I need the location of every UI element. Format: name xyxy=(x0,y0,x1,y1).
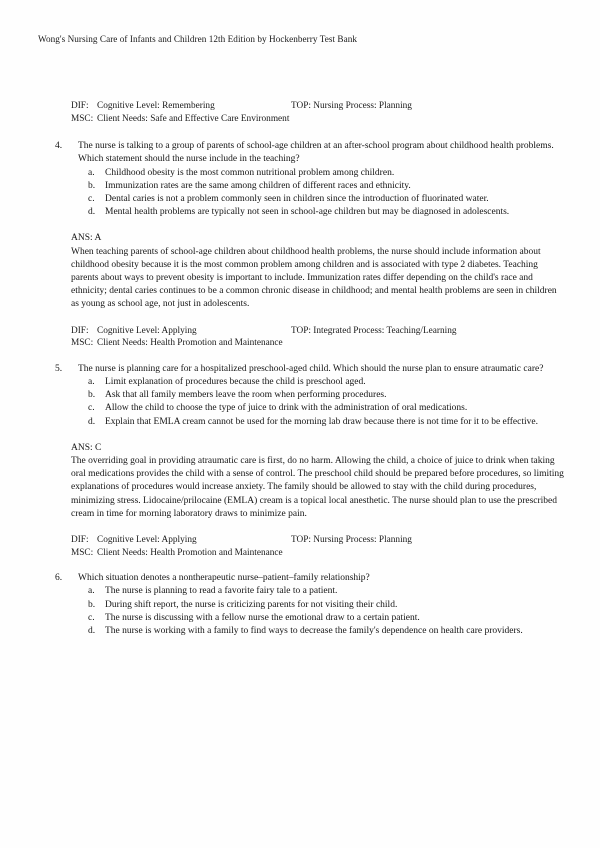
meta-label-msc: MSC: xyxy=(71,113,94,124)
question-block-6 xyxy=(0,572,600,638)
meta-value-dif-5: Cognitive Level: Applying xyxy=(97,535,197,546)
meta-value-msc: Client Needs: Safe and Effective Care Environment xyxy=(97,113,290,124)
option-text-5-a: Limit explanation of procedures because the child is preschool aged. xyxy=(105,377,366,388)
option-text-6-a: The nurse is planning to read a favorite fairy tale to a patient. xyxy=(105,586,338,597)
option-6-b[interactable] xyxy=(0,599,600,612)
option-4-a[interactable] xyxy=(0,167,600,180)
option-letter-6-a: a. xyxy=(88,586,95,597)
option-6-a[interactable] xyxy=(0,585,600,598)
question-number-6: 6. xyxy=(55,573,63,584)
meta-label-msc-4: MSC: xyxy=(71,338,94,349)
option-letter-5-b: b. xyxy=(88,390,96,401)
meta-label-msc-5: MSC: xyxy=(71,547,94,558)
meta-label-dif: DIF: xyxy=(71,101,89,111)
answer-line-5: ANS: C xyxy=(71,442,102,453)
meta-label-dif-5: DIF: xyxy=(71,535,89,546)
question-stem-wrapper-5 xyxy=(0,363,600,376)
option-6-d[interactable] xyxy=(0,625,600,638)
option-text-5-b: Ask that all family members leave the room when performing procedures. xyxy=(105,390,387,401)
question-stem-wrapper-4 xyxy=(0,140,600,166)
meta-value-msc-5: Client Needs: Health Promotion and Maintenance xyxy=(97,547,283,558)
option-text-5-c: Allow the child to choose the type of juice to drink with the administration of oral medications. xyxy=(105,403,468,414)
option-text-4-d: Mental health problems are typically not seen in school-age children but may be diagnosed in adolescents. xyxy=(105,207,510,218)
question-stem-4: The nurse is talking to a group of parents of school-age children at an after-school program about childhood health problems. Which statement should the nurse include in the teaching? xyxy=(78,141,554,165)
option-letter-6-c: c. xyxy=(88,612,95,623)
option-5-a[interactable] xyxy=(0,376,600,389)
meta-value-dif: Cognitive Level: Remembering xyxy=(97,101,215,111)
option-letter-6-b: b. xyxy=(88,599,96,610)
meta-value-dif-4: Cognitive Level: Applying xyxy=(97,325,197,336)
option-text-5-d: Explain that EMLA cream cannot be used for the morning lab draw because there is not time for it to be effective. xyxy=(105,416,538,427)
question-stem-wrapper-6 xyxy=(0,572,600,585)
answer-line-4: ANS: A xyxy=(71,233,102,244)
option-4-b[interactable] xyxy=(0,180,600,193)
meta-block-4 xyxy=(0,325,600,350)
option-5-d[interactable] xyxy=(0,416,600,429)
meta-value-top-4: TOP: Integrated Process: Teaching/Learning xyxy=(291,325,457,336)
option-text-4-b: Immunization rates are the same among children of different races and ethnicity. xyxy=(105,180,411,191)
meta-line-msc-top xyxy=(0,113,600,126)
option-text-4-c: Dental caries is not a problem commonly seen in children since the introduction of fluorinated water. xyxy=(105,194,489,204)
option-text-4-a: Childhood obesity is the most common nutritional problem among children. xyxy=(105,167,395,178)
option-6-c[interactable] xyxy=(0,612,600,625)
running-head: Wong's Nursing Care of Infants and Children 12th Edition by Hockenberry Test Bank xyxy=(38,34,358,44)
meta-label-dif-4: DIF: xyxy=(71,325,89,336)
meta-value-msc-4: Client Needs: Health Promotion and Maintenance xyxy=(97,338,283,349)
meta-line-msc-4 xyxy=(0,337,600,350)
meta-line-msc-5 xyxy=(0,547,600,560)
meta-block-top xyxy=(0,100,600,125)
option-letter-4-d: d. xyxy=(88,207,96,218)
question-number-4: 4. xyxy=(55,141,63,152)
option-letter-5-d: d. xyxy=(88,416,96,427)
page-content xyxy=(0,100,600,638)
question-number-5: 5. xyxy=(55,363,63,374)
option-letter-4-c: c. xyxy=(88,194,95,204)
question-stem-6: Which situation denotes a nontherapeutic nurse–patient–family relationship? xyxy=(78,573,370,584)
option-text-6-c: The nurse is discussing with a fellow nurse the emotional draw to a certain patient. xyxy=(105,612,420,623)
option-5-c[interactable] xyxy=(0,402,600,415)
option-letter-5-a: a. xyxy=(88,377,95,388)
question-block-5 xyxy=(0,363,600,559)
meta-line-dif-top xyxy=(0,100,600,113)
question-stem-5: The nurse is planning care for a hospitalized preschool-aged child. Which should the nurse plan to ensure atraumatic care? xyxy=(78,363,544,374)
option-4-c[interactable] xyxy=(0,193,600,206)
meta-line-dif-4 xyxy=(0,325,600,338)
option-letter-4-a: a. xyxy=(88,167,95,178)
rationale-5: The overriding goal in providing atraumatic care is first, do no harm. Allowing the child, a choice of juice to drink when taking oral medications provides the child with a sense of control. The preschool child should be prepared before procedures, so limiting explanations of procedures would increase anxiety. The family should be allowed to stay with the child during procedures, minimizing stress. Lidocaine/prilocaine (EMLA) cream is a topical local anesthetic. The nurse should plan to use the prescribed cream in time for morning laboratory draws to minimize pain. xyxy=(71,456,564,519)
option-text-6-b: During shift report, the nurse is criticizing parents for not visiting their child. xyxy=(105,599,398,610)
meta-line-dif-5 xyxy=(0,534,600,547)
question-block-4 xyxy=(0,140,600,350)
meta-block-5 xyxy=(0,534,600,559)
meta-value-top-5: TOP: Nursing Process: Planning xyxy=(291,535,412,546)
option-letter-5-c: c. xyxy=(88,403,95,414)
option-text-6-d: The nurse is working with a family to find ways to decrease the family's dependence on health care providers. xyxy=(105,626,523,637)
option-letter-4-b: b. xyxy=(88,180,96,191)
option-5-b[interactable] xyxy=(0,389,600,402)
option-4-d[interactable] xyxy=(0,206,600,219)
meta-value-top: TOP: Nursing Process: Planning xyxy=(291,101,412,111)
rationale-4: When teaching parents of school-age children about childhood health problems, the nurse should include information about childhood obesity because it is the most common problem among children and is associated with type 2 diabetes. Teaching parents about ways to prevent obesity is important to include. Immunization rates differ depending on the child's race and ethnicity; dental caries continues to be a common chronic disease in childhood; and mental health problems are seen in children as young as school age, not just in adolescents. xyxy=(71,246,557,310)
option-letter-6-d: d. xyxy=(88,626,96,637)
